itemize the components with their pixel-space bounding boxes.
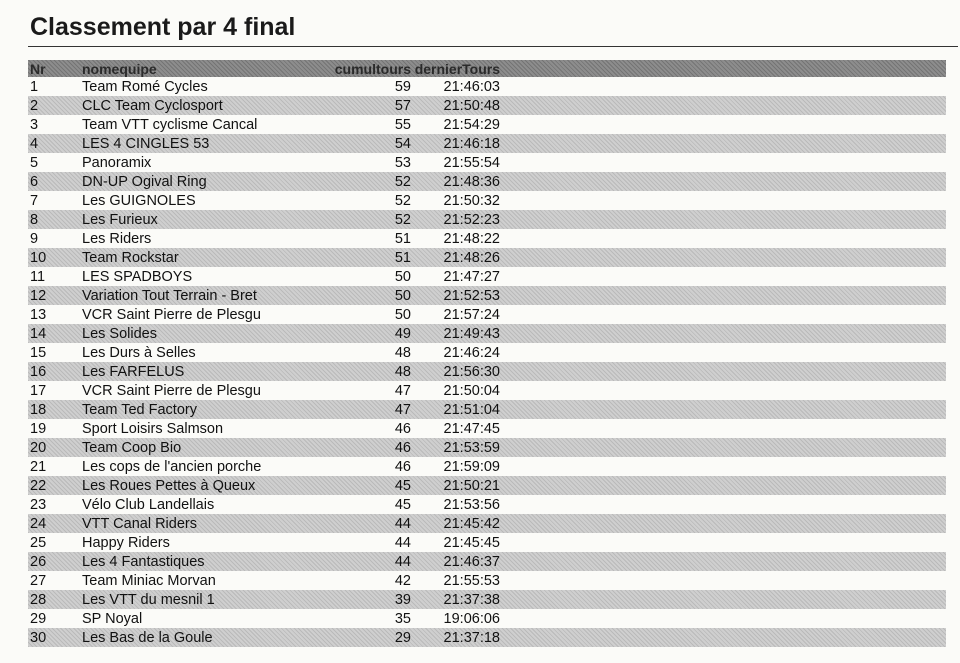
cell-last-lap: 21:48:36 [443, 173, 500, 190]
cell-last-lap: 21:55:53 [443, 572, 500, 589]
cell-team: Les GUIGNOLES [82, 192, 196, 209]
table-row [28, 153, 946, 172]
cell-team: Sport Loisirs Salmson [82, 420, 224, 437]
cell-nr: 4 [30, 135, 39, 152]
table-header-row [28, 60, 946, 77]
table-row [28, 400, 946, 419]
cell-laps: 46 [394, 458, 411, 475]
cell-last-lap: 21:50:32 [443, 192, 500, 209]
cell-laps: 48 [394, 344, 411, 361]
cell-nr: 5 [30, 154, 39, 171]
cell-last-lap: 21:45:42 [443, 515, 500, 532]
cell-last-lap: 21:51:04 [443, 401, 500, 418]
table-row [28, 476, 946, 495]
cell-laps: 29 [394, 629, 411, 646]
cell-nr: 8 [30, 211, 39, 228]
cell-nr: 27 [30, 572, 47, 589]
cell-last-lap: 21:53:56 [443, 496, 500, 513]
cell-team: Team Miniac Morvan [82, 572, 216, 589]
header-nr: Nr [30, 60, 46, 77]
cell-team: Les cops de l'ancien porche [82, 458, 262, 475]
cell-nr: 2 [30, 97, 39, 114]
cell-laps: 52 [394, 173, 411, 190]
table-row [28, 628, 946, 647]
cell-nr: 14 [30, 325, 47, 342]
cell-laps: 54 [394, 135, 411, 152]
cell-team: Variation Tout Terrain - Bret [82, 287, 257, 304]
cell-nr: 19 [30, 420, 47, 437]
table-row [28, 514, 946, 533]
cell-team: VCR Saint Pierre de Plesgu [82, 382, 261, 399]
cell-nr: 12 [30, 287, 47, 304]
cell-team: Les FARFELUS [82, 363, 185, 380]
cell-last-lap: 21:47:27 [443, 268, 500, 285]
table-row [28, 248, 946, 267]
table-row [28, 305, 946, 324]
cell-last-lap: 21:55:54 [443, 154, 500, 171]
cell-nr: 23 [30, 496, 47, 513]
cell-nr: 20 [30, 439, 47, 456]
cell-team: Les 4 Fantastiques [82, 553, 205, 570]
cell-laps: 50 [394, 287, 411, 304]
cell-team: CLC Team Cyclosport [82, 97, 223, 114]
cell-team: Les Bas de la Goule [82, 629, 213, 646]
cell-last-lap: 21:52:53 [443, 287, 500, 304]
table-row [28, 115, 946, 134]
cell-last-lap: 21:59:09 [443, 458, 500, 475]
cell-nr: 25 [30, 534, 47, 551]
table-row [28, 552, 946, 571]
table-row [28, 96, 946, 115]
cell-nr: 3 [30, 116, 39, 133]
cell-nr: 10 [30, 249, 47, 266]
cell-last-lap: 19:06:06 [443, 610, 500, 627]
cell-team: Les Roues Pettes à Queux [82, 477, 256, 494]
cell-laps: 39 [394, 591, 411, 608]
cell-laps: 45 [394, 496, 411, 513]
cell-nr: 13 [30, 306, 47, 323]
cell-laps: 35 [394, 610, 411, 627]
cell-nr: 18 [30, 401, 47, 418]
cell-team: Team Rockstar [82, 249, 179, 266]
table-row [28, 267, 946, 286]
cell-laps: 59 [394, 78, 411, 95]
cell-team: Team VTT cyclisme Cancal [82, 116, 258, 133]
cell-laps: 42 [394, 572, 411, 589]
table-row [28, 362, 946, 381]
table-row [28, 134, 946, 153]
table-body [28, 77, 946, 647]
cell-laps: 44 [394, 553, 411, 570]
cell-laps: 52 [394, 192, 411, 209]
cell-last-lap: 21:52:23 [443, 211, 500, 228]
cell-nr: 21 [30, 458, 47, 475]
cell-nr: 29 [30, 610, 47, 627]
table-row [28, 286, 946, 305]
cell-team: VTT Canal Riders [82, 515, 197, 532]
cell-last-lap: 21:47:45 [443, 420, 500, 437]
cell-laps: 55 [394, 116, 411, 133]
table-row [28, 324, 946, 343]
cell-laps: 44 [394, 515, 411, 532]
cell-nr: 24 [30, 515, 47, 532]
cell-nr: 7 [30, 192, 39, 209]
cell-team: Happy Riders [82, 534, 170, 551]
cell-last-lap: 21:37:38 [443, 591, 500, 608]
cell-last-lap: 21:37:18 [443, 629, 500, 646]
table-row [28, 229, 946, 248]
cell-laps: 46 [394, 439, 411, 456]
cell-nr: 28 [30, 591, 47, 608]
cell-last-lap: 21:46:18 [443, 135, 500, 152]
table-row [28, 191, 946, 210]
cell-last-lap: 21:50:04 [443, 382, 500, 399]
table-row [28, 77, 946, 96]
cell-last-lap: 21:48:22 [443, 230, 500, 247]
cell-laps: 44 [394, 534, 411, 551]
cell-last-lap: 21:57:24 [443, 306, 500, 323]
cell-last-lap: 21:50:48 [443, 97, 500, 114]
cell-nr: 16 [30, 363, 47, 380]
cell-laps: 47 [394, 401, 411, 418]
cell-last-lap: 21:49:43 [443, 325, 500, 342]
cell-laps: 48 [394, 363, 411, 380]
cell-nr: 9 [30, 230, 39, 247]
cell-nr: 15 [30, 344, 47, 361]
cell-laps: 46 [394, 420, 411, 437]
cell-last-lap: 21:53:59 [443, 439, 500, 456]
cell-laps: 50 [394, 306, 411, 323]
cell-team: LES 4 CINGLES 53 [82, 135, 210, 152]
cell-nr: 22 [30, 477, 47, 494]
cell-last-lap: 21:48:26 [443, 249, 500, 266]
cell-laps: 52 [394, 211, 411, 228]
table-row [28, 533, 946, 552]
table-row [28, 571, 946, 590]
cell-last-lap: 21:56:30 [443, 363, 500, 380]
cell-team: Panoramix [82, 154, 152, 171]
table-row [28, 609, 946, 628]
table-row [28, 495, 946, 514]
table-row [28, 438, 946, 457]
cell-nr: 17 [30, 382, 47, 399]
cell-team: Les Riders [82, 230, 152, 247]
cell-laps: 50 [394, 268, 411, 285]
cell-laps: 49 [394, 325, 411, 342]
cell-team: Les Durs à Selles [82, 344, 196, 361]
cell-laps: 53 [394, 154, 411, 171]
cell-team: Team Romé Cycles [82, 78, 208, 95]
cell-last-lap: 21:45:45 [443, 534, 500, 551]
cell-laps: 47 [394, 382, 411, 399]
header-last-lap: dernierTours [414, 60, 500, 77]
table-row [28, 343, 946, 362]
header-team: nomequipe [82, 60, 157, 77]
cell-nr: 30 [30, 629, 47, 646]
cell-last-lap: 21:46:24 [443, 344, 500, 361]
cell-last-lap: 21:46:03 [443, 78, 500, 95]
header-laps: cumultours [334, 60, 411, 77]
cell-team: SP Noyal [82, 610, 143, 627]
table-row [28, 590, 946, 609]
cell-last-lap: 21:54:29 [443, 116, 500, 133]
table-row [28, 419, 946, 438]
cell-team: Les Furieux [82, 211, 158, 228]
cell-team: Team Coop Bio [82, 439, 182, 456]
cell-laps: 51 [394, 249, 411, 266]
cell-team: Team Ted Factory [82, 401, 197, 418]
table-row [28, 381, 946, 400]
cell-team: Les Solides [82, 325, 157, 342]
ranking-table [28, 60, 946, 647]
table-row [28, 172, 946, 191]
cell-team: Vélo Club Landellais [82, 496, 215, 513]
cell-nr: 1 [30, 78, 39, 95]
cell-team: VCR Saint Pierre de Plesgu [82, 306, 261, 323]
cell-nr: 11 [30, 268, 46, 285]
cell-last-lap: 21:46:37 [443, 553, 500, 570]
cell-laps: 45 [394, 477, 411, 494]
cell-team: DN-UP Ogival Ring [82, 173, 207, 190]
page-title: Classement par 4 final [30, 13, 296, 41]
title-divider [28, 46, 958, 47]
table-row [28, 457, 946, 476]
cell-team: LES SPADBOYS [82, 268, 193, 285]
table-row [28, 210, 946, 229]
cell-laps: 51 [394, 230, 411, 247]
cell-laps: 57 [394, 97, 411, 114]
cell-team: Les VTT du mesnil 1 [82, 591, 215, 608]
cell-nr: 6 [30, 173, 39, 190]
cell-last-lap: 21:50:21 [443, 477, 500, 494]
cell-nr: 26 [30, 553, 47, 570]
